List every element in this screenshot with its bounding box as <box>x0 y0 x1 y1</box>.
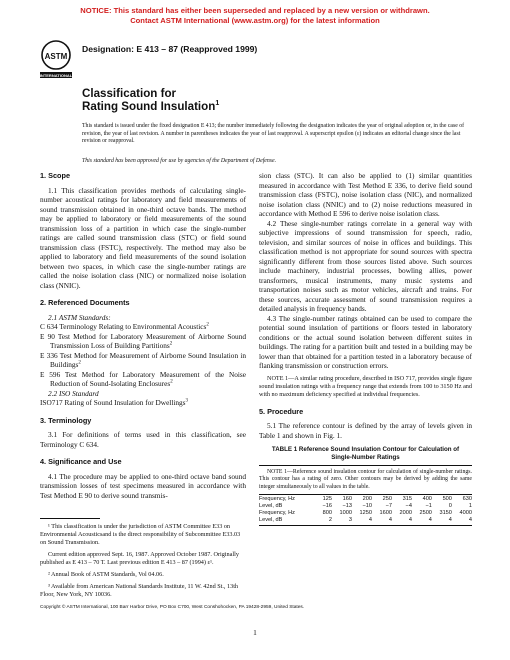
significance-paragraph-2: 4.2 These single-number ratings correlate in a general way with subjective impressions of sound transmission for speech, radio, television, and similar sources of noise in offices and buildings. This classification method is not appropriate for sound sources with spectra significantly different from those sources listed above. Such sources include machinery, industrial processes, bowling allies, power transformers, musical instruments, many music systems and transportation noises such as motor vehicles, aircraft and trains. For these sources, accurate assessment of sound transmission requires a detailed analysis in frequency bands. <box>259 218 472 313</box>
iso-standard-label: 2.2 ISO Standard <box>48 388 99 398</box>
footnote-rule <box>40 518 100 519</box>
logo-mark: ASTM <box>44 52 68 61</box>
astm-standards-label: 2.1 ASTM Standards: <box>48 312 111 322</box>
section-heading-procedure: 5. Procedure <box>259 406 304 416</box>
table-cell: 800 <box>322 510 332 517</box>
table-cell: −10 <box>362 503 372 510</box>
procedure-paragraph: 5.1 The reference contour is defined by the array of levels given in Table 1 and shown in Fig. 1. <box>259 421 472 440</box>
significance-paragraph-3: 4.3 The single-number ratings obtained can be used to compare the potential sound insulation of partitions or floors tested in laboratory conditions or the actual sound isolation between different suites in buildings. The rating for a partition built and tested in a building may be lower than that obtained for a partition tested in a laboratory because of flanking transmission or construction errors. <box>259 313 472 370</box>
notice-line-2: Contact ASTM International (www.astm.org) for the latest information <box>130 15 380 25</box>
table-cell: −7 <box>385 503 392 510</box>
section-heading-significance: 4. Significance and Use <box>40 457 122 466</box>
table-cell: 3 <box>332 517 352 526</box>
table-cell: 315 <box>392 495 412 504</box>
table-row: Level, dB 2 3 4 4 4 4 4 4 <box>259 517 472 526</box>
ref-e336: E 336 Test Method for Measurement of Airborne Sound Insulation in Buildings$^2$ <box>40 350 246 369</box>
title-footnote-mark: 1 <box>215 100 220 108</box>
table-cell: 400 <box>412 495 432 504</box>
reference-contour-table <box>259 494 472 526</box>
table-cell: −13 <box>342 503 352 510</box>
significance-paragraph-1-cont: sion class (STC). It can also be applied to (1) similar quantities measured in accordance with Test Method E 336, to derive field sound transmission class (FSTC), noise isolation class (NIC), and normalized noise isolation class (NNIC) and to (2) noise reductions measured in accordance with Method E 596 to derive noise isolation class. <box>259 171 472 218</box>
footnote-2: ² Annual Book of ASTM Standards, Vol 04.06. <box>48 571 164 578</box>
issued-note: This standard is issued under the fixed designation E 413; the number immediately following the designation indicates the year of original adoption or, in the case of revision, the year of last revision. A number in parentheses indicates the year of last reapproval. A superscript epsilon (ε) indicates an editorial change since the last revision or reapproval. <box>82 123 465 145</box>
designation: Designation: E 413 – 87 (Reapproved 1999) <box>82 44 258 54</box>
table-1-title: TABLE 1 Reference Sound Insulation Contour for Calculation of Single-Number Ratings <box>271 446 460 461</box>
document-title <box>82 87 219 113</box>
table-cell: 1600 <box>379 510 392 517</box>
table-cell: 4 <box>372 517 392 526</box>
table-cell: 0 <box>448 503 452 510</box>
table-cell: −1 <box>425 503 432 510</box>
withdrawn-notice <box>0 6 510 25</box>
left-column <box>40 171 246 500</box>
table-cell: −4 <box>405 503 412 510</box>
table-cell: −16 <box>322 503 332 510</box>
title-line-2: Rating Sound Insulation <box>82 100 216 113</box>
notice-line-1: NOTICE: This standard has either been superseded and replaced by a new version or withdrawn. <box>80 6 430 15</box>
footnotes <box>40 518 246 599</box>
logo-text: INTERNATIONAL <box>40 73 72 78</box>
title-line-1: Classification for <box>82 87 177 100</box>
table-cell: 250 <box>372 495 392 504</box>
ref-e596: E 596 Test Method for Laboratory Measurement of the Noise Reduction of Sound-Isolating Enclosures$^2$ <box>40 369 246 388</box>
ref-e90: E 90 Test Method for Laboratory Measurement of Airborne Sound Transmission Loss of Building Partitions$^2$ <box>40 331 246 350</box>
table-cell: 160 <box>332 495 352 504</box>
footnote-1b: Current edition approved Sept. 16, 1987. Approved October 1987. Originally published as E 413 – 70 T. Last previous edition E 413 – 87 (1994) ε¹. <box>40 551 239 566</box>
table-cell: 2000 <box>399 510 412 517</box>
footnote-1: ¹ This classification is under the jurisdiction of ASTM Committee E33 on Environmental Acousticsand is the direct responsibility of Subcommittee E33.03 on Sound Transmission. <box>40 523 241 546</box>
footnote-3: ³ Available from American National Standards Institute, 11 W. 42nd St., 13th Floor, New York, NY 10036. <box>40 583 239 598</box>
table-cell: 4000 <box>459 510 472 517</box>
ref-c634: C 634 Terminology Relating to Environmental Acoustics$^2$ <box>40 322 209 331</box>
terminology-paragraph: 3.1 For definitions of terms used in this classification, see Terminology C 634. <box>40 430 246 449</box>
right-column <box>259 171 472 526</box>
table-cell: 4 <box>452 517 472 526</box>
astm-logo-icon <box>40 38 72 82</box>
table-cell: 1 <box>468 503 472 510</box>
table-cell: 4 <box>432 517 452 526</box>
section-heading-scope: 1. Scope <box>40 171 71 180</box>
table-cell: 125 <box>317 495 332 504</box>
approved-note: This standard has been approved for use by agencies of the Department of Defense. <box>82 158 277 164</box>
section-heading-references: 2. Referenced Documents <box>40 298 130 307</box>
table-cell: 200 <box>352 495 372 504</box>
table-row: Frequency, Hz 125 160 200 250 315 400 500 630 <box>259 496 472 503</box>
table-row: Level, dB −16 −13 −10 −7 −4 −1 0 1 <box>259 503 472 510</box>
section-heading-terminology: 3. Terminology <box>40 415 92 425</box>
table-row: Frequency, Hz 800 1000 1250 1600 2000 2500 3150 4000 <box>259 510 472 517</box>
table-cell: 500 <box>432 495 452 504</box>
copyright: Copyright © ASTM International, 100 Barr Harbor Drive, PO Box C700, West Conshohocken, PA 19428-2959, United States. <box>40 605 305 610</box>
astm-logo <box>40 38 72 82</box>
table-cell: 4 <box>412 517 432 526</box>
table-cell: 2500 <box>419 510 432 517</box>
table-cell: 1000 <box>339 510 352 517</box>
note-1: NOTE 1—A similar rating procedure, described in ISO 717, provides single figure sound insulation ratings with a frequency range that extends from 100 to 3150 Hz and with no maximum deficiency specified at individual frequencies. <box>259 374 472 398</box>
table-1-note: NOTE 1—Reference sound insulation contour for calculation of single-number ratings. This contour has a rating of zero. Other contours may be derived by adding the same integer simultaneously to all values in the table. <box>259 465 472 491</box>
table-cell: 4 <box>352 517 372 526</box>
scope-paragraph: 1.1 This classification provides methods of calculating single-number acoustical ratings for laboratory and field measurements of sound transmission obtained in one-third octave bands. The method may be applied to laboratory or field measurements of the sound transmission loss of a partition in which case the single-number ratings are called sound transmission class (STC) or field sound transmission class (FSTC), respectively. The method may also be applied to laboratory and field measurements of the sound isolation between two spaces, in which case the single-number ratings are called the noise isolation class (NIC) or normalized noise isolation class (NNIC). <box>40 185 246 290</box>
significance-paragraph-1: 4.1 The procedure may be applied to one-third octave band sound transmission losses of test specimens measured in accordance with Test Method E 90 to derive sound transmis- <box>40 471 246 500</box>
table-cell: 1250 <box>359 510 372 517</box>
table-cell: 630 <box>452 495 472 504</box>
ref-iso717: ISO717 Rating of Sound Insulation for Dwellings$^3$ <box>40 398 189 407</box>
page-number: 1 <box>253 628 257 637</box>
table-cell: 4 <box>392 517 412 526</box>
table-cell: 3150 <box>439 510 452 517</box>
table-cell: 2 <box>317 517 332 526</box>
